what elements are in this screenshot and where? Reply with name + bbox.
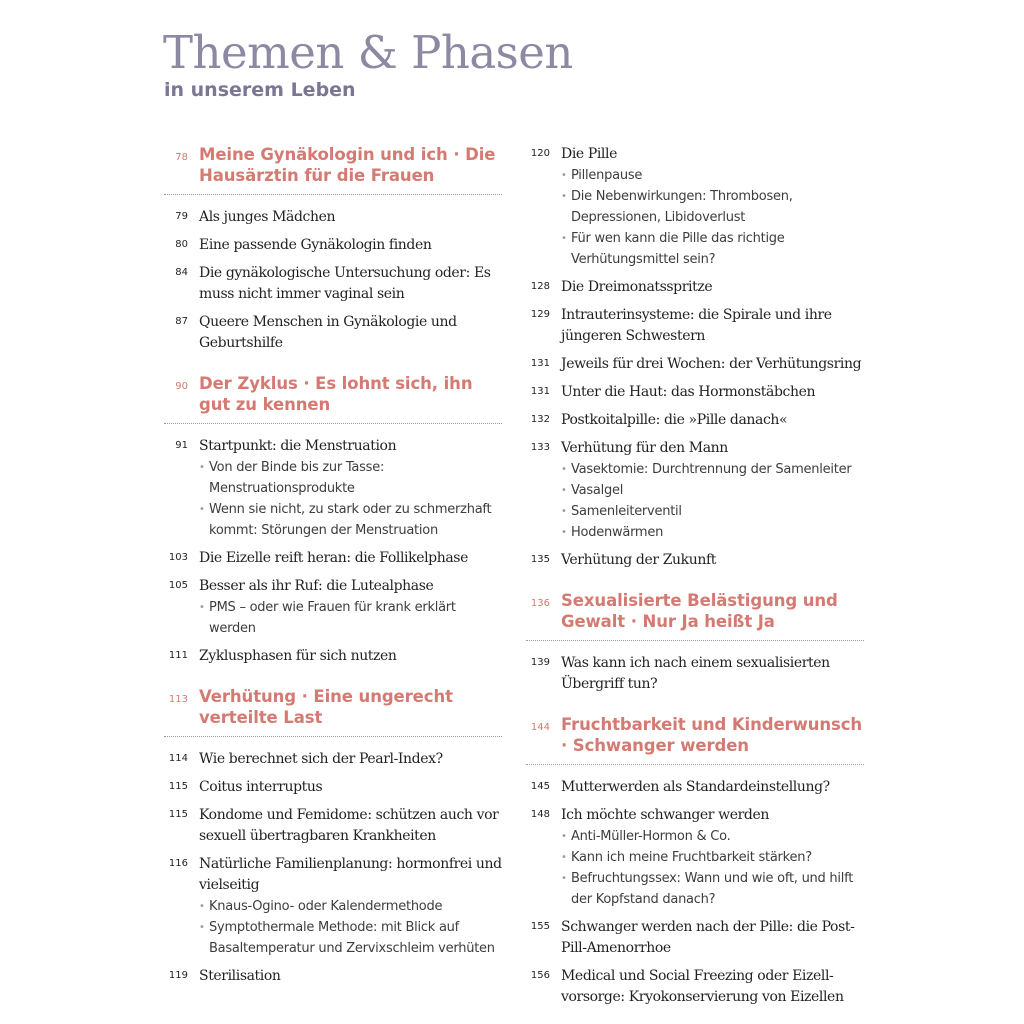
subentry-list — [561, 459, 864, 543]
page-number: 119 — [168, 970, 188, 981]
chapter-title: Fruchtbarkeit und Kinderwunsch · Schwanger werden — [561, 715, 863, 755]
chapter-title: Sexualisierte Belästigung und Gewalt · Nur Ja heißt Ja — [561, 591, 838, 631]
subentry: • Von der Binde bis zur Tasse: Menstruationsprodukte — [199, 457, 502, 499]
page-number: 115 — [168, 809, 188, 820]
entry-title: Startpunkt: die Menstruation — [199, 438, 397, 454]
subentry: • Samenleiterventil — [561, 501, 864, 522]
toc-entry[interactable] — [164, 777, 502, 798]
entry-title: Ich möchte schwanger werden — [561, 807, 769, 823]
subentry: • Wenn sie nicht, zu stark oder zu schmerzhaft kommt: Störungen der Menstruation — [199, 499, 502, 541]
toc-entry[interactable] — [526, 653, 864, 695]
entry-title: Kondome und Femidome: schützen auch vor sexuell übertragbaren Krankheiten — [199, 807, 499, 844]
page-number: 78 — [175, 152, 188, 163]
subentry: • Hodenwärmen — [561, 522, 864, 543]
subentry: • Kann ich meine Fruchtbarkeit stärken? — [561, 847, 864, 868]
subentry: • PMS – oder wie Frauen für krank erklärt werden — [199, 597, 502, 639]
toc-entry[interactable] — [164, 749, 502, 770]
toc-column-right — [526, 144, 864, 1015]
toc-entry[interactable] — [526, 382, 864, 403]
toc-entry[interactable] — [526, 144, 864, 270]
subentry-list — [199, 896, 502, 959]
page-number: 80 — [175, 239, 188, 250]
entry-title: Verhütung der Zukunft — [561, 552, 716, 568]
entry-title: Mutterwerden als Standardeinstellung? — [561, 779, 830, 795]
chapter-title: Meine Gynäkologin und ich · Die Hausärztin für die Frauen — [199, 145, 496, 185]
entry-title: Coitus interruptus — [199, 779, 323, 795]
toc-entry[interactable] — [164, 207, 502, 228]
subentry-list — [199, 457, 502, 541]
page-number: 111 — [168, 650, 188, 661]
toc-entry[interactable] — [164, 548, 502, 569]
toc-entry[interactable] — [526, 438, 864, 543]
toc-entry[interactable] — [164, 576, 502, 639]
page-number: 103 — [168, 552, 188, 563]
toc-entry[interactable] — [164, 436, 502, 541]
page-number: 79 — [175, 211, 188, 222]
toc-chapter[interactable] — [164, 686, 502, 737]
toc-entry[interactable] — [526, 305, 864, 347]
subentry: • Vasektomie: Durchtrennung der Samenleiter — [561, 459, 864, 480]
page-subtitle: in unserem Leben — [164, 79, 356, 101]
toc-entry[interactable] — [526, 277, 864, 298]
page-number: 87 — [175, 316, 188, 327]
page-number: 120 — [530, 148, 550, 159]
page-number: 90 — [175, 381, 188, 392]
entry-title: Schwanger werden nach der Pille: die Post-Pill-Amenorrhoe — [561, 919, 855, 956]
entry-title: Die Pille — [561, 146, 617, 162]
page-number: 115 — [168, 781, 188, 792]
entry-title: Queere Menschen in Gynäkologie und Geburtshilfe — [199, 314, 457, 351]
toc-entry[interactable] — [526, 410, 864, 431]
entry-title: Intrauterinsysteme: die Spirale und ihre jüngeren Schwestern — [561, 307, 832, 344]
entry-title: Jeweils für drei Wochen: der Verhütungsring — [561, 356, 862, 372]
entry-title: Unter die Haut: das Hormonstäbchen — [561, 384, 816, 400]
entry-title: Medical und Social Freezing oder Eizell-vorsorge: Kryokonservierung von Eizellen — [561, 968, 844, 1005]
chapter-title: Verhütung · Eine ungerecht verteilte Last — [199, 687, 453, 727]
page-number: 144 — [530, 722, 550, 733]
entry-title: Postkoitalpille: die »Pille danach« — [561, 412, 788, 428]
chapter-title: Der Zyklus · Es lohnt sich, ihn gut zu kennen — [199, 374, 473, 414]
toc-chapter[interactable] — [164, 144, 502, 195]
page-number: 145 — [530, 781, 550, 792]
page-number: 148 — [530, 809, 550, 820]
toc-entry[interactable] — [526, 550, 864, 571]
toc-entry[interactable] — [526, 917, 864, 959]
toc-entry[interactable] — [526, 354, 864, 375]
entry-title: Als junges Mädchen — [199, 209, 336, 225]
subentry: • Die Nebenwirkungen: Thrombosen, Depressionen, Libidoverlust — [561, 186, 864, 228]
subentry: • Vasalgel — [561, 480, 864, 501]
page-number: 113 — [168, 694, 188, 705]
toc-entry[interactable] — [164, 646, 502, 667]
subentry-list — [199, 597, 502, 639]
entry-title: Die Dreimonatsspritze — [561, 279, 713, 295]
page-number: 136 — [530, 598, 550, 609]
entry-title: Besser als ihr Ruf: die Lutealphase — [199, 578, 434, 594]
page-number: 135 — [530, 554, 550, 565]
toc-entry[interactable] — [164, 805, 502, 847]
subentry-list — [561, 826, 864, 910]
subentry-list — [561, 165, 864, 270]
page-number: 131 — [530, 358, 550, 369]
page-number: 84 — [175, 267, 188, 278]
page-number: 129 — [530, 309, 550, 320]
page-number: 132 — [530, 414, 550, 425]
subentry: • Für wen kann die Pille das richtige Verhütungsmittel sein? — [561, 228, 864, 270]
entry-title: Sterilisation — [199, 968, 281, 984]
subentry: • Pillenpause — [561, 165, 864, 186]
toc-entry[interactable] — [164, 312, 502, 354]
page-number: 91 — [175, 440, 188, 451]
toc-column-left — [164, 144, 502, 994]
subentry: • Anti-Müller-Hormon & Co. — [561, 826, 864, 847]
subentry: • Knaus-Ogino- oder Kalendermethode — [199, 896, 502, 917]
toc-entry[interactable] — [164, 966, 502, 987]
page-number: 105 — [168, 580, 188, 591]
toc-entry[interactable] — [526, 777, 864, 798]
toc-chapter[interactable] — [164, 373, 502, 424]
page-number: 114 — [168, 753, 188, 764]
page-number: 139 — [530, 657, 550, 668]
toc-entry[interactable] — [164, 854, 502, 959]
entry-title: Wie berechnet sich der Pearl-Index? — [199, 751, 443, 767]
page-title: Themen & Phasen — [163, 26, 573, 79]
page-number: 155 — [530, 921, 550, 932]
subentry: • Befruchtungssex: Wann und wie oft, und hilft der Kopfstand danach? — [561, 868, 864, 910]
entry-title: Zyklusphasen für sich nutzen — [199, 648, 397, 664]
toc-entry[interactable] — [164, 235, 502, 256]
page-number: 128 — [530, 281, 550, 292]
entry-title: Die Eizelle reift heran: die Follikelphase — [199, 550, 468, 566]
entry-title: Verhütung für den Mann — [561, 440, 728, 456]
toc-chapter[interactable] — [526, 590, 864, 641]
page-number: 131 — [530, 386, 550, 397]
page-number: 116 — [168, 858, 188, 869]
toc-entry[interactable] — [526, 966, 864, 1008]
toc-chapter[interactable] — [526, 714, 864, 765]
entry-title: Natürliche Familienplanung: hormonfrei und vielseitig — [199, 856, 502, 893]
entry-title: Eine passende Gynäkologin finden — [199, 237, 432, 253]
entry-title: Die gynäkologische Untersuchung oder: Es muss nicht immer vaginal sein — [199, 265, 491, 302]
entry-title: Was kann ich nach einem sexualisierten Übergriff tun? — [561, 655, 830, 692]
toc-entry[interactable] — [526, 805, 864, 910]
toc-entry[interactable] — [164, 263, 502, 305]
page-number: 133 — [530, 442, 550, 453]
page-number: 156 — [530, 970, 550, 981]
subentry: • Symptothermale Methode: mit Blick auf Basaltemperatur und Zervixschleim verhüten — [199, 917, 502, 959]
